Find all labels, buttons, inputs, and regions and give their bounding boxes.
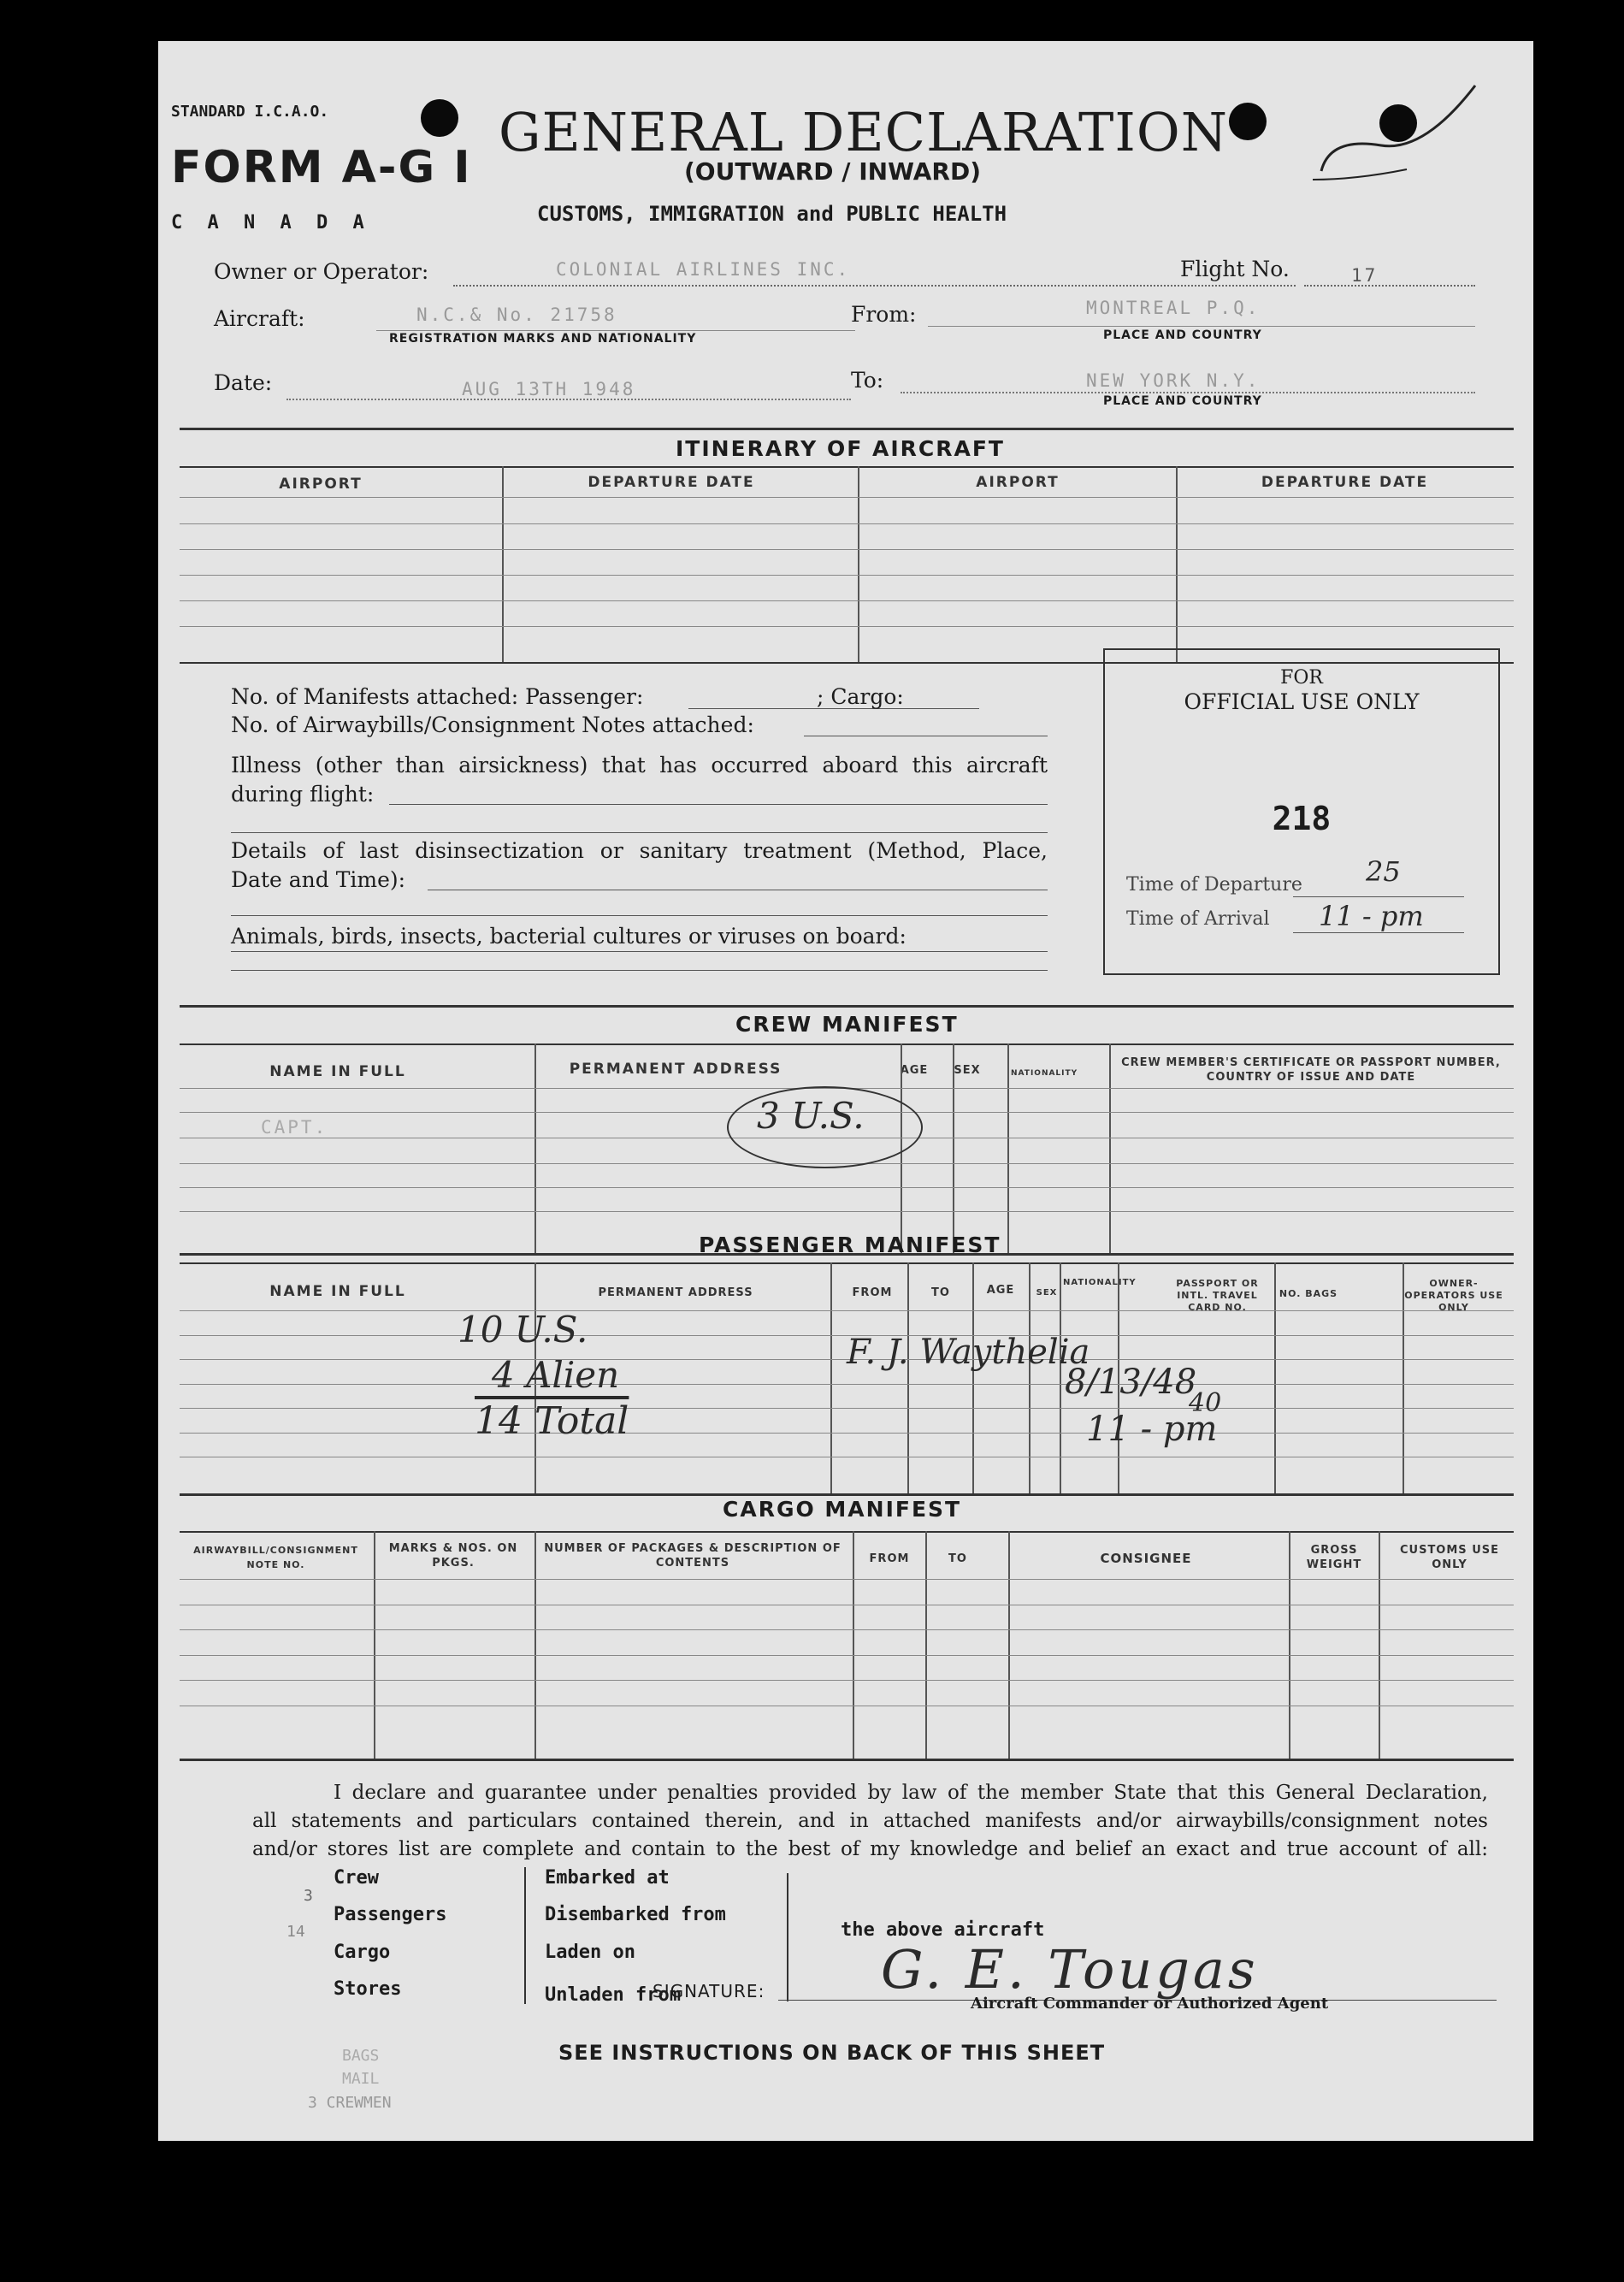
itinerary-col-airport: AIRPORT bbox=[279, 476, 363, 493]
passenger-col-address: PERMANENT ADDRESS bbox=[598, 1286, 753, 1299]
cargo-col-airwaybill: AIRWAYBILL/CONSIGNMENT NOTE NO. bbox=[193, 1545, 358, 1570]
arrival-value: 11 - pm bbox=[1319, 900, 1424, 932]
country-label: C A N A D A bbox=[171, 212, 371, 234]
standard-label: STANDARD I.C.A.O. bbox=[171, 103, 329, 121]
aircraft-label: Aircraft: bbox=[214, 306, 305, 331]
page-subtitle-2: CUSTOMS, IMMIGRATION and PUBLIC HEALTH bbox=[537, 202, 1007, 226]
passenger-hand-3: 14 Total bbox=[475, 1399, 629, 1443]
airwaybills-label: No. of Airwaybills/Consignment Notes attached: bbox=[231, 712, 754, 737]
passenger-col-owner: OWNER-OPERATORS USE ONLY bbox=[1404, 1278, 1503, 1313]
punch-hole bbox=[1229, 103, 1267, 140]
declaration-line-1: I declare and guarantee under penalties provided by law of the member State that this General Declaration, bbox=[334, 1782, 1488, 1804]
passenger-col-name: NAME IN FULL bbox=[269, 1283, 406, 1300]
form-id: FORM A-G I bbox=[171, 142, 472, 193]
crew-col-name: NAME IN FULL bbox=[269, 1063, 406, 1080]
passenger-hand-2: 4 Alien bbox=[492, 1354, 620, 1396]
passenger-col-nationality: NATIONALITY bbox=[1063, 1278, 1137, 1287]
official-use-box bbox=[1103, 648, 1500, 975]
cargo-col-from: FROM bbox=[869, 1552, 910, 1565]
list-cargo: Cargo bbox=[334, 1942, 391, 1963]
date-label: Date: bbox=[214, 370, 273, 395]
cargo-col-packages: NUMBER OF PACKAGES & DESCRIPTION OF CONTENTS bbox=[544, 1542, 842, 1570]
declaration-line-3: and/or stores list are complete and contain to the best of my knowledge and belief an exact and true account of all: bbox=[252, 1838, 1488, 1860]
passenger-hand-signature: F. J. Waythelia bbox=[847, 1333, 1090, 1372]
from-value: MONTREAL P.Q. bbox=[1086, 298, 1261, 318]
declaration-line-2: all statements and particulars contained therein, and in attached manifests and/or airwaybills/consignment notes bbox=[252, 1810, 1488, 1832]
passenger-hand-time-top: 40 bbox=[1189, 1388, 1222, 1418]
pen-mark bbox=[1304, 51, 1492, 188]
footer-instructions: SEE INSTRUCTIONS ON BACK OF THIS SHEET bbox=[558, 2041, 1106, 2065]
illness-label-1: Illness (other than airsickness) that has occurred aboard this aircraft bbox=[231, 753, 1048, 777]
list-stores: Stores bbox=[334, 1978, 402, 2000]
passenger-col-to: TO bbox=[931, 1286, 950, 1299]
itinerary-title: ITINERARY OF AIRCRAFT bbox=[676, 436, 1005, 461]
illness-label-2: during flight: bbox=[231, 782, 375, 807]
list-embarked: Embarked at bbox=[545, 1867, 670, 1889]
flight-value: 17 bbox=[1351, 265, 1379, 286]
cargo-title: CARGO MANIFEST bbox=[723, 1497, 962, 1522]
margin-note-4: MAIL bbox=[342, 2070, 380, 2088]
itinerary-col-airport-2: AIRPORT bbox=[976, 474, 1060, 491]
margin-note-2: 14 bbox=[286, 1923, 305, 1941]
passenger-hand-1: 10 U.S. bbox=[458, 1309, 588, 1351]
above-aircraft: the above aircraft bbox=[841, 1919, 1045, 1941]
to-label: To: bbox=[851, 368, 884, 393]
aircraft-value: N.C.& No. 21758 bbox=[416, 304, 617, 325]
passenger-hand-date: 8/13/48 bbox=[1065, 1363, 1197, 1402]
to-value: NEW YORK N.Y. bbox=[1086, 370, 1261, 391]
list-crew: Crew bbox=[334, 1867, 379, 1889]
crew-title: CREW MANIFEST bbox=[735, 1012, 959, 1037]
list-passengers: Passengers bbox=[334, 1904, 447, 1925]
cargo-label: ; Cargo: bbox=[817, 684, 904, 709]
manifests-label: No. of Manifests attached: Passenger: bbox=[231, 684, 644, 709]
date-value: AUG 13TH 1948 bbox=[462, 379, 636, 399]
departure-value: 25 bbox=[1366, 855, 1401, 888]
crew-row-name: CAPT. bbox=[261, 1117, 328, 1138]
official-for: FOR bbox=[1280, 667, 1323, 689]
passenger-col-sex: SEX bbox=[1036, 1288, 1058, 1298]
from-caption: PLACE AND COUNTRY bbox=[1103, 328, 1262, 342]
form-sheet bbox=[158, 41, 1533, 2141]
aircraft-caption: REGISTRATION MARKS AND NATIONALITY bbox=[389, 332, 697, 346]
passenger-col-bags: NO. BAGS bbox=[1279, 1288, 1338, 1299]
list-laden: Laden on bbox=[545, 1942, 635, 1963]
cargo-col-weight: GROSS WEIGHT bbox=[1306, 1544, 1362, 1571]
crew-col-age: AGE bbox=[900, 1064, 929, 1077]
cargo-col-customs: CUSTOMS USE ONLY bbox=[1399, 1544, 1499, 1571]
margin-note-3: BAGS bbox=[342, 2047, 380, 2065]
crew-col-nationality: NATIONALITY bbox=[1011, 1069, 1078, 1078]
passenger-title: PASSENGER MANIFEST bbox=[699, 1233, 1001, 1257]
itinerary-col-departure: DEPARTURE DATE bbox=[588, 474, 755, 491]
flight-label: Flight No. bbox=[1180, 257, 1290, 281]
page-title: GENERAL DECLARATION bbox=[499, 101, 1228, 163]
passenger-col-from: FROM bbox=[852, 1286, 893, 1299]
crew-row-address: 3 U.S. bbox=[757, 1095, 865, 1137]
margin-note-5: 3 CREWMEN bbox=[308, 2094, 392, 2112]
to-caption: PLACE AND COUNTRY bbox=[1103, 394, 1262, 408]
animals-label: Animals, birds, insects, bacterial cultures or viruses on board: bbox=[231, 924, 906, 949]
cargo-col-marks: MARKS & NOS. ON PKGS. bbox=[388, 1542, 518, 1570]
owner-value: COLONIAL AIRLINES INC. bbox=[556, 259, 851, 280]
arrival-label: Time of Arrival bbox=[1126, 908, 1270, 930]
list-unladen: Unladen from bbox=[545, 1984, 681, 2006]
signature-label: SIGNATURE: bbox=[653, 1981, 765, 2001]
departure-label: Time of Departure bbox=[1126, 874, 1302, 896]
cargo-col-to: TO bbox=[948, 1552, 967, 1565]
punch-hole bbox=[421, 99, 458, 137]
from-label: From: bbox=[851, 302, 917, 327]
crew-col-sex: SEX bbox=[954, 1064, 981, 1077]
page-subtitle: (OUTWARD / INWARD) bbox=[684, 157, 982, 186]
owner-label: Owner or Operator: bbox=[214, 259, 429, 284]
crew-col-address: PERMANENT ADDRESS bbox=[569, 1061, 782, 1078]
margin-note-1: 3 bbox=[304, 1887, 313, 1905]
itinerary-col-departure-2: DEPARTURE DATE bbox=[1261, 474, 1429, 491]
passenger-col-age: AGE bbox=[986, 1284, 1015, 1297]
crew-col-certificate: CREW MEMBER'S CERTIFICATE OR PASSPORT NUMBER, COUNTRY OF ISSUE AND DATE bbox=[1121, 1056, 1501, 1084]
signature-value: G. E. Tougas bbox=[881, 1938, 1259, 2001]
passenger-col-passport: PASSPORT OR INTL. TRAVEL CARD NO. bbox=[1176, 1278, 1259, 1313]
signer-caption: Aircraft Commander or Authorized Agent bbox=[971, 1995, 1329, 2013]
official-title: OFFICIAL USE ONLY bbox=[1184, 689, 1420, 714]
official-number: 218 bbox=[1272, 800, 1332, 837]
disinsect-label-2: Date and Time): bbox=[231, 867, 406, 892]
list-disembarked: Disembarked from bbox=[545, 1904, 726, 1925]
cargo-col-consignee: CONSIGNEE bbox=[1100, 1551, 1192, 1566]
passenger-hand-time: 11 - pm bbox=[1086, 1410, 1218, 1449]
disinsect-label-1: Details of last disinsectization or sanitary treatment (Method, Place, bbox=[231, 838, 1048, 863]
